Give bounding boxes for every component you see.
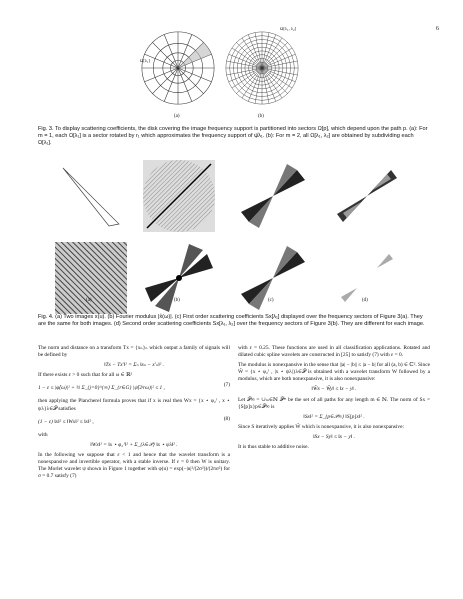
first-order-coeffs-1 [237, 160, 309, 232]
equation-7: 1 − ε ≤ |φ̂(ω)|² + ½ Σ_{j=0}^{∞} Σ_{r∈G} |ψ̂(2ʲrω)|² ≤ 1 , (7) [38, 382, 230, 392]
equation-w-tilde: ‖W̃x − W̃y‖ ≤ ‖x − y‖ . [311, 386, 357, 393]
left-para-1: The norm and distance on a transform Tx = {xₙ}ₙ which output a family of signals will be defined by [38, 345, 230, 359]
fig3-label-a: (a) [174, 114, 180, 119]
right-para-4: Since S iteratively applies W̃ which is nonexpansive, it is also nonexpansive: [238, 423, 404, 430]
equation-sx-norm: ‖Sx‖² = Σ_{p∈𝒫∞} ‖S[p]x‖² . [303, 413, 365, 420]
right-column [238, 345, 430, 454]
fig4-label-d: (d) [362, 298, 368, 303]
right-para-1: with ε = 0.25. These functions are used in all classification applications. Rotated and dilated cubic spline wavelets are constructed in [25] to satisfy (7) with ε = 0. [238, 345, 430, 359]
equation-wx-norm: ‖Wx‖² = ‖x ⋆ φ₂ᴶ‖² + Σ_{λ∈𝒫} ‖x ⋆ ψλ‖² . [90, 441, 178, 448]
omega-l1l2-label: Ω[λ₁, λ₂] [280, 26, 297, 31]
page-number: 6 [436, 26, 439, 32]
fourier-modulus-2 [143, 242, 215, 314]
image-triangle [55, 160, 127, 232]
equation-8: (1 − ε) ‖x‖² ≤ ‖Wx‖² ≤ ‖x‖² , (8) [38, 415, 230, 425]
second-order-coeffs-2 [331, 242, 403, 314]
fig4-caption: Fig. 4. (a) Two images x(u). (b) Fourier modulus |x̂(ω)|. (c) First order scattering coefficients Sx[λ₁] displayed over the frequency sectors of Figure 3(a). They are the same for both images. (d) Second order scattering coefficients Sx[λ₁, λ₂] over the frequency sectors of Figure 3(b). They are different for each image. [38, 314, 425, 327]
left-para-5: In the following we suppose that ε < 1 and hence that the wavelet transform is a nonexpansive and invertible operator, with a stable inverse. If ε = 0 then W is unitary. The Morlet wavelet ψ shown in Figure 1 together with φ(u) = exp(−|u|²/(2σ²))/(2πσ²) for σ = 0.7 satisfy (7) [38, 451, 230, 480]
omega-l1-label: Ω[λ₁] [140, 58, 151, 63]
first-order-coeffs-2 [237, 242, 309, 314]
left-column [38, 345, 230, 483]
equation-norm: ‖Tx − Tx′‖² = Σₙ ‖xₙ − x′ₙ‖² . [103, 362, 164, 369]
equation-s-nonexpansive: ‖Sx − Sy‖ ≤ ‖x − y‖ . [312, 433, 356, 440]
second-order-coeffs-1 [331, 160, 403, 232]
fig3-label-b: (b) [258, 114, 264, 119]
figure-3 [140, 26, 300, 119]
fig3-caption: Fig. 3. To display scattering coefficients, the disk covering the image frequency support is partitioned into sectors Ω[p], which depend upon the path p. (a): For m = 1, each Ω[λ₁] is a sector rotated by r₁ which approximates the frequency support of ψ̂λ₁. (b): For m = 2, all Ω[λ₁, λ₂] are obtained by subdividing each Ω[λ₁]. [38, 126, 428, 146]
fig4-label-b: (b) [174, 298, 180, 303]
image-texture [55, 242, 127, 314]
sector-disk-a [140, 30, 216, 106]
fourier-modulus-1 [143, 160, 215, 232]
right-para-2: The modulus is nonexpansive in the sense that ||a| − |b|| ≤ |a − b| for all (a, b) ∈ ℂ². Since W̃ = {x ⋆ φ₂ᴶ , |x ⋆ ψλ|}λ∈𝒫 is obtained with a wavelet transform W followed by a modulus, which are both nonexpansive, it is also nonexpansive: [238, 362, 430, 383]
sector-disk-b [224, 30, 300, 106]
left-para-2: If there exists ε > 0 such that for all ω ∈ ℝ² [38, 372, 133, 379]
left-para-4: with [38, 431, 48, 438]
fig4-label-a: (a) [86, 298, 92, 303]
right-para-5: It is thus stable to additive noise. [238, 444, 309, 451]
fig4-label-c: (c) [268, 298, 274, 303]
right-para-3: Let 𝒫∞ = ∪ₘ∈ℕ 𝒫ᵐ be the set of all paths for any length m ∈ ℕ. The norm of Sx = {S[p]x}p∈𝒫∞ is [238, 396, 430, 410]
figure-4 [55, 160, 415, 315]
left-para-3: then applying the Plancherel formula proves that if x is real then Wx = {x ⋆ φ₂ᴶ , x ⋆ ψλ}λ∈𝒫 satisfies [38, 398, 230, 412]
